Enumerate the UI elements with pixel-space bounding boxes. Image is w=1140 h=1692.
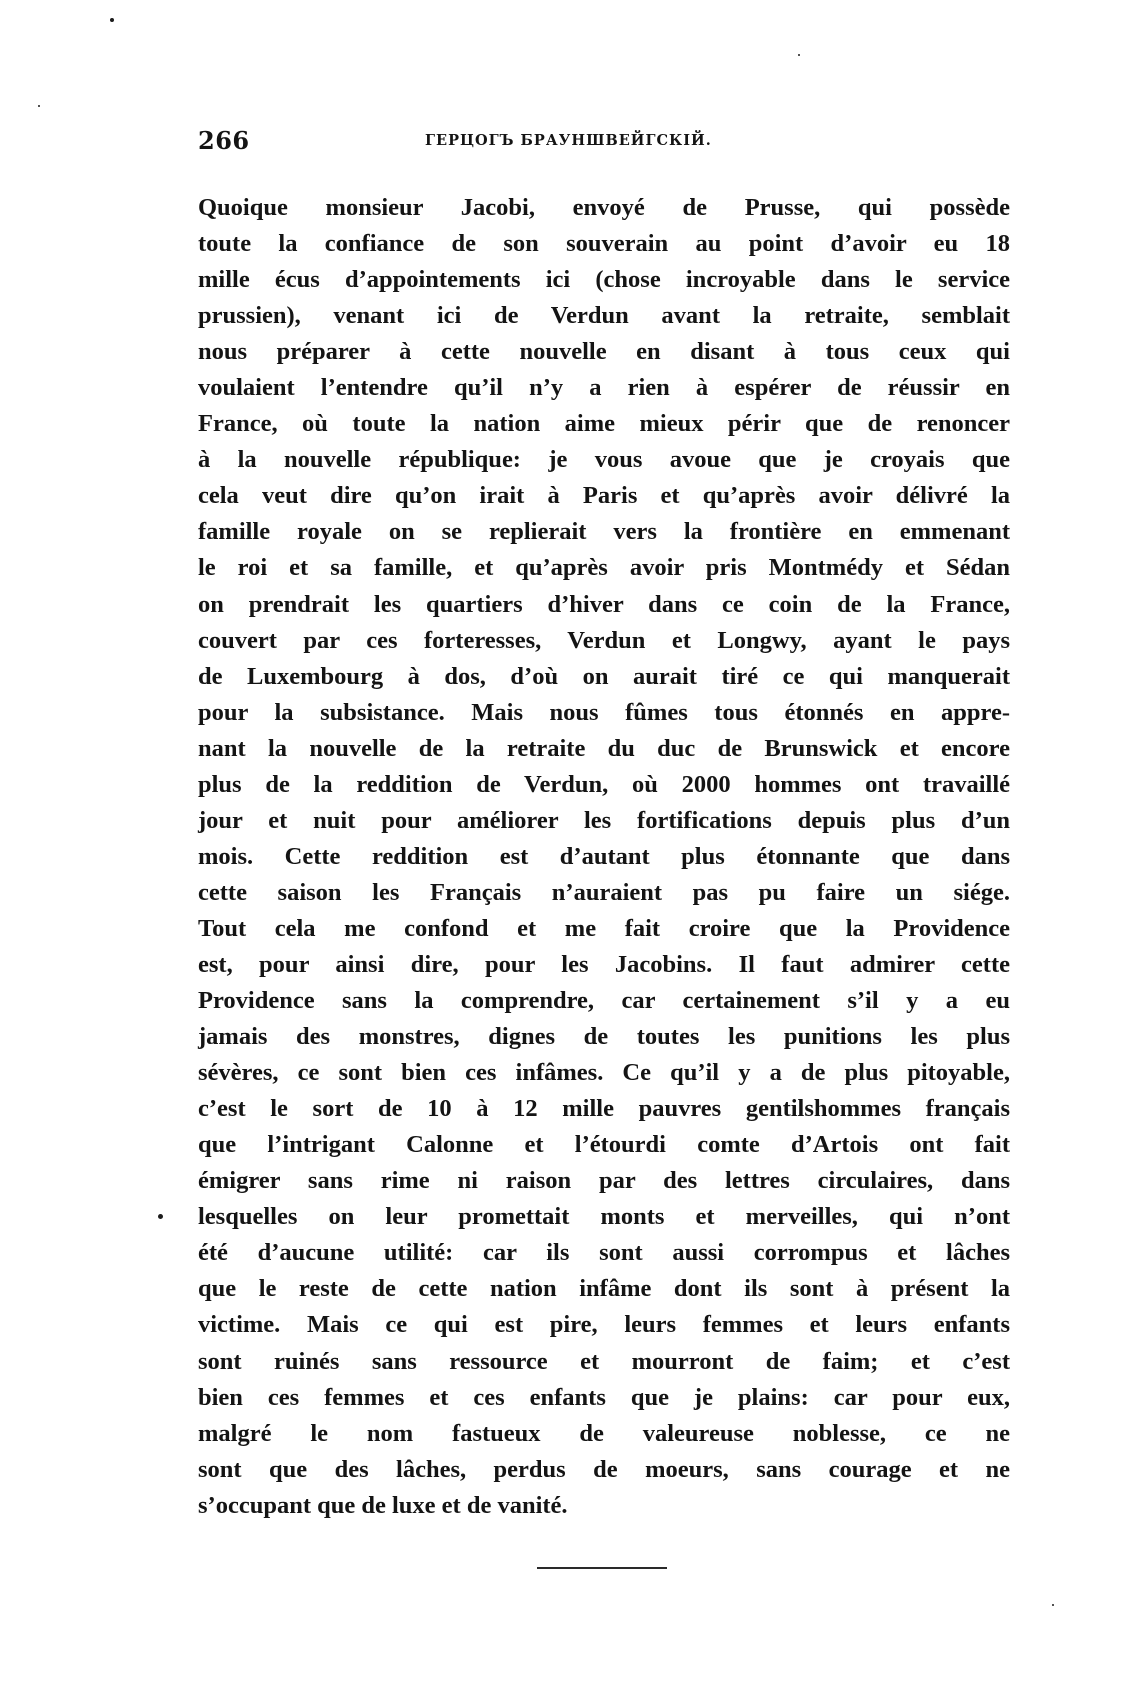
text-line: lesquelles on leur promettait monts et merveilles, qui n’ont bbox=[198, 1203, 1010, 1231]
text-line: c’est le sort de 10 à 12 mille pauvres gentilshommes français bbox=[198, 1095, 1010, 1123]
text-line: nant la nouvelle de la retraite du duc de Brunswick et encore bbox=[198, 734, 1010, 762]
text-line: pour la subsistance. Mais nous fûmes tous étonnés en appre- bbox=[198, 698, 1010, 726]
scan-speck bbox=[798, 54, 800, 56]
text-line: sont ruinés sans ressource et mourront de faim; et c’est bbox=[198, 1347, 1010, 1375]
text-line: s’occupant que de luxe et de vanité. bbox=[198, 1491, 568, 1519]
body-text bbox=[198, 190, 1010, 1524]
scan-speck bbox=[1052, 1604, 1054, 1606]
text-line: cette saison les Français n’auraient pas pu faire un siége. bbox=[198, 878, 1010, 906]
text-line: que le reste de cette nation infâme dont ils sont à présent la bbox=[198, 1275, 1010, 1303]
end-rule bbox=[537, 1567, 667, 1569]
text-line: que l’intrigant Calonne et l’étourdi comte d’Artois ont fait bbox=[198, 1131, 1010, 1159]
text-line: voulaient l’entendre qu’il n’y a rien à espérer de réussir en bbox=[198, 374, 1010, 402]
text-line: France, où toute la nation aime mieux périr que de renoncer bbox=[198, 410, 1010, 438]
text-line: Quoique monsieur Jacobi, envoyé de Prusse, qui possède bbox=[198, 194, 1010, 221]
text-line: jour et nuit pour améliorer les fortifications depuis plus d’un bbox=[198, 806, 1010, 834]
text-line: on prendrait les quartiers d’hiver dans ce coin de la France, bbox=[198, 590, 1010, 618]
text-line: toute la confiance de son souverain au point d’avoir eu 18 bbox=[198, 230, 1010, 258]
scan-speck bbox=[110, 18, 114, 22]
scan-speck bbox=[38, 105, 40, 107]
text-line: victime. Mais ce qui est pire, leurs femmes et leurs enfants bbox=[198, 1311, 1010, 1339]
text-line: émigrer sans rime ni raison par des lettres circulaires, dans bbox=[198, 1167, 1010, 1195]
text-line: à la nouvelle république: je vous avoue que je croyais que bbox=[198, 446, 1010, 474]
text-line: nous préparer à cette nouvelle en disant à tous ceux qui bbox=[198, 338, 1010, 366]
text-line: cela veut dire qu’on irait à Paris et qu’après avoir délivré la bbox=[198, 482, 1010, 510]
text-line: sévères, ce sont bien ces infâmes. Ce qu’il y a de plus pitoyable, bbox=[198, 1059, 1010, 1087]
text-line: jamais des monstres, dignes de toutes les punitions les plus bbox=[198, 1023, 1010, 1051]
text-line: de Luxembourg à dos, d’où on aurait tiré ce qui manquerait bbox=[198, 662, 1010, 690]
text-line: le roi et sa famille, et qu’après avoir pris Montmédy et Sédan bbox=[198, 554, 1010, 582]
text-line: mois. Cette reddition est d’autant plus étonnante que dans bbox=[198, 842, 1010, 870]
text-line: Tout cela me confond et me fait croire que la Providence bbox=[198, 914, 1010, 942]
text-line: malgré le nom fastueux de valeureuse noblesse, ce ne bbox=[198, 1419, 1010, 1447]
running-head: ГЕРЦОГЪ БРАУНШВЕЙГСКІЙ. bbox=[425, 132, 712, 149]
scan-speck bbox=[158, 1214, 163, 1219]
text-line: plus de la reddition de Verdun, où 2000 hommes ont travaillé bbox=[198, 770, 1010, 798]
text-line: est, pour ainsi dire, pour les Jacobins. Il faut admirer cette bbox=[198, 950, 1010, 978]
text-line: couvert par ces forteresses, Verdun et Longwy, ayant le pays bbox=[198, 626, 1010, 654]
page-number: 266 bbox=[198, 126, 250, 155]
text-line: Providence sans la comprendre, car certainement s’il y a eu bbox=[198, 987, 1010, 1015]
text-line: sont que des lâches, perdus de moeurs, sans courage et ne bbox=[198, 1455, 1010, 1483]
text-line: famille royale on se replierait vers la frontière en emmenant bbox=[198, 518, 1010, 546]
text-line: prussien), venant ici de Verdun avant la retraite, semblait bbox=[198, 302, 1010, 330]
text-line: été d’aucune utilité: car ils sont aussi corrompus et lâches bbox=[198, 1239, 1010, 1267]
text-line: bien ces femmes et ces enfants que je plains: car pour eux, bbox=[198, 1383, 1010, 1411]
text-line: mille écus d’appointements ici (chose incroyable dans le service bbox=[198, 266, 1010, 294]
page-header bbox=[198, 126, 1010, 156]
